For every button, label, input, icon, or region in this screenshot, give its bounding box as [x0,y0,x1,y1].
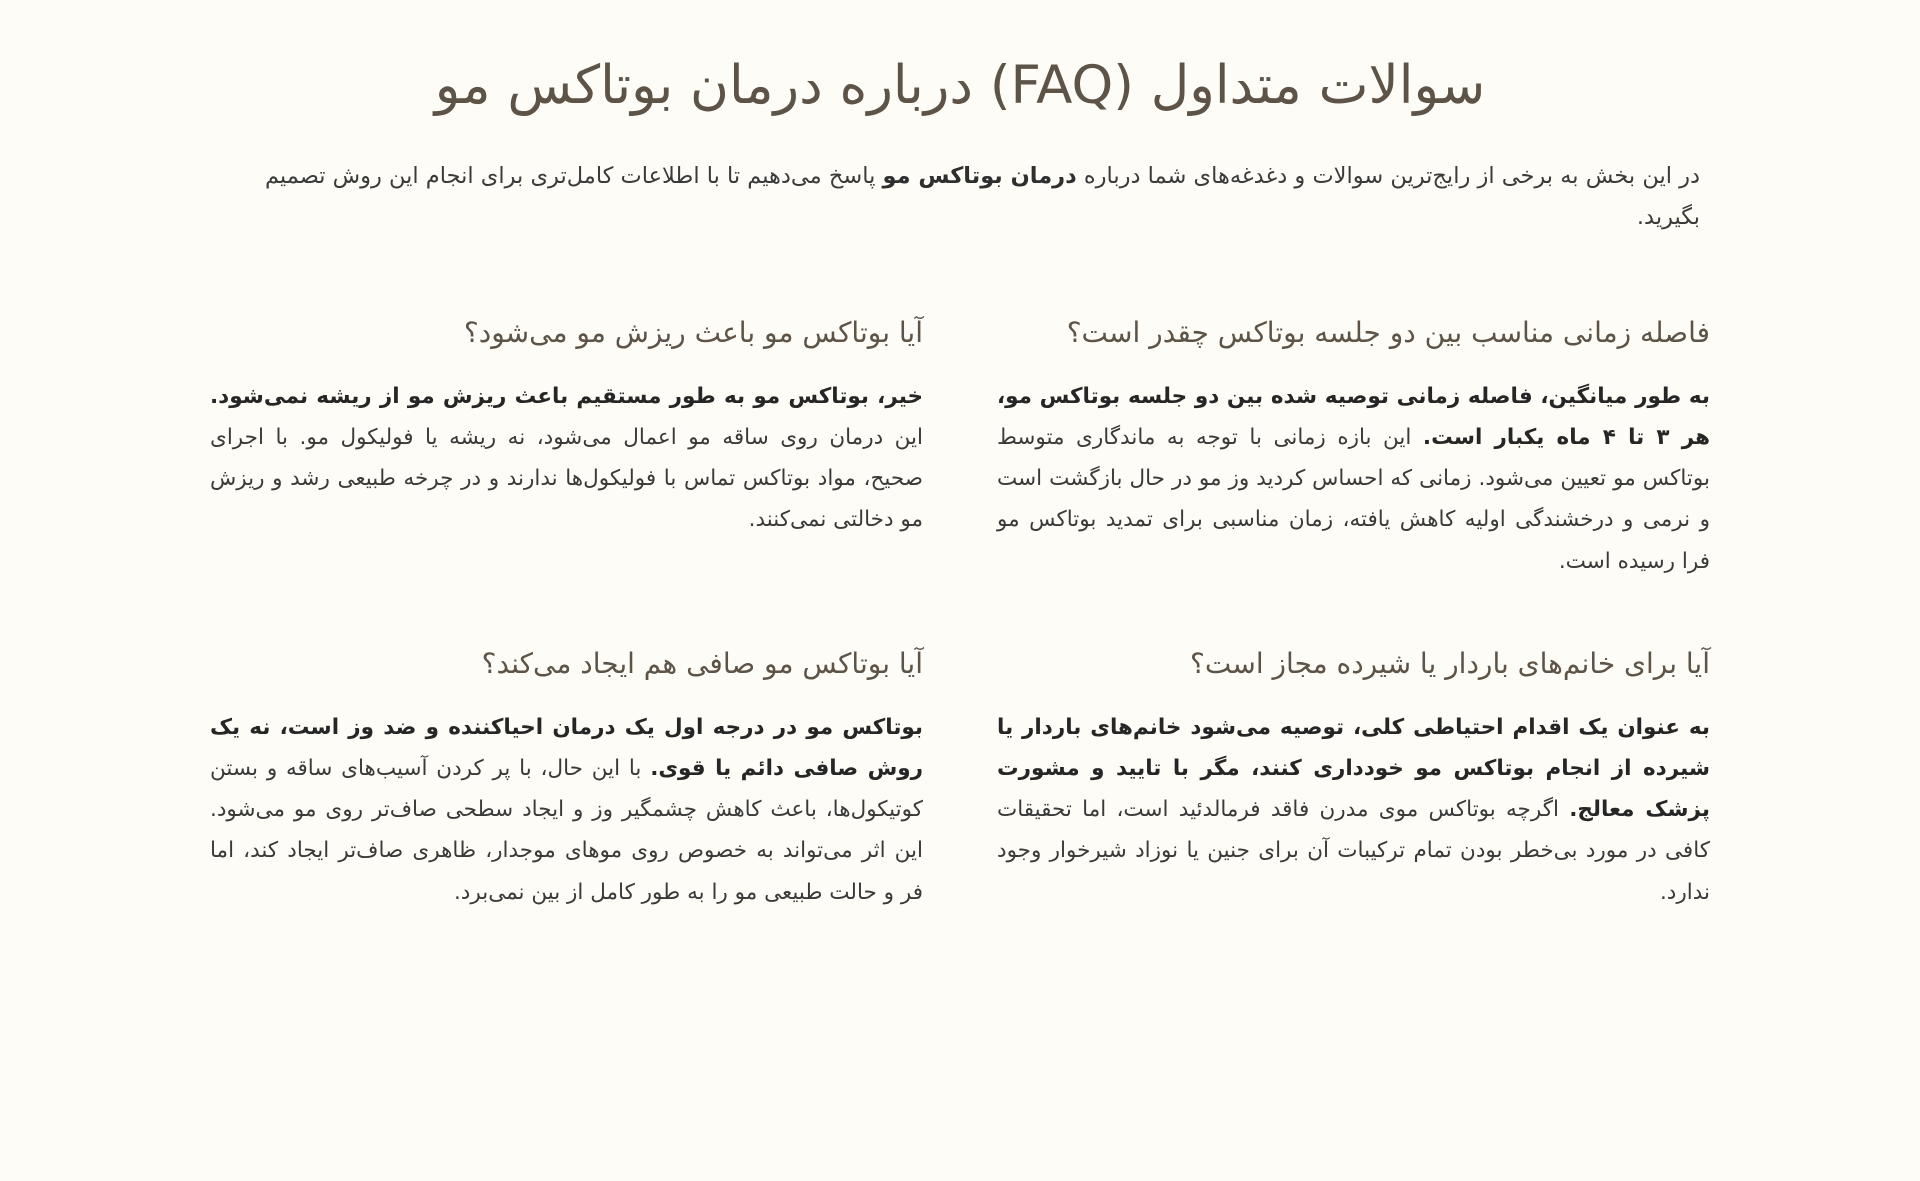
faq-answer-1-rest: این بازه زمانی با توجه به ماندگاری متوسط بوتاکس مو تعیین می‌شود. زمانی که احساس کردید وز مو در حال بازگشت است و نرمی و درخشندگی اولیه کاهش یافته، زمان مناسبی برای تمدید بوتاکس مو فرا رسیده است. [997,424,1710,574]
faq-question-4: آیا بوتاکس مو صافی هم ایجاد می‌کند؟ [481,647,923,680]
faq-item-3 [997,644,1710,913]
faq-grid [210,313,1710,913]
faq-question-3: آیا برای خانم‌های باردار یا شیرده مجاز است؟ [1190,647,1710,680]
faq-item-4 [210,644,923,913]
faq-item-2 [210,313,923,582]
faq-answer-2-lead: خیر، بوتاکس مو به طور مستقیم باعث ریزش مو از ریشه نمی‌شود. [210,383,923,409]
faq-answer-3 [997,707,1710,913]
intro-text-after: پاسخ می‌دهیم تا با اطلاعات کامل‌تری برای انجام این روش تصمیم بگیرید. [264,162,1700,231]
page-title: سوالات متداول (FAQ) درباره درمان بوتاکس مو [434,55,1486,116]
faq-answer-1 [997,376,1710,582]
intro-paragraph [210,156,1710,239]
content-container [210,0,1710,913]
faq-answer-4 [210,707,923,913]
faq-answer-1-lead: به طور میانگین، فاصله زمانی توصیه شده بین دو جلسه بوتاکس مو، هر ۳ تا ۴ ماه یکبار است. [997,383,1710,450]
intro-highlight: درمان بوتاکس مو [882,162,1077,189]
faq-question-1: فاصله زمانی مناسب بین دو جلسه بوتاکس چقدر است؟ [1066,316,1710,350]
intro-text-before: در این بخش به برخی از رایج‌ترین سوالات و دغدغه‌های شما درباره [1076,162,1700,189]
faq-answer-2 [210,376,923,541]
faq-answer-3-rest: اگرچه بوتاکس موی مدرن فاقد فرمالدئید است، اما تحقیقات کافی در مورد بی‌خطر بودن تمام ترکیبات آن برای جنین یا نوزاد شیرخوار وجود ندارد. [997,797,1710,905]
faq-answer-3-lead: به عنوان یک اقدام احتیاطی کلی، توصیه می‌شود خانم‌های باردار یا شیرده از انجام بوتاکس مو خودداری کنند، مگر با تایید و مشورت پزشک معالج. [997,714,1710,823]
faq-answer-4-lead: بوتاکس مو در درجه اول یک درمان احیاکننده و ضد وز است، نه یک روش صافی دائم یا قوی. [210,714,923,781]
faq-answer-4-rest: با این حال، با پر کردن آسیب‌های ساقه و بستن کوتیکول‌ها، باعث کاهش چشمگیر وز و ایجاد سطحی صاف‌تر روی مو می‌شود. این اثر می‌تواند به خصوص روی موهای موجدار، ظاهری صاف‌تر ایجاد کند، اما فر و حالت طبیعی مو را به طور کامل از بین نمی‌برد. [210,755,923,905]
faq-answer-2-rest: این درمان روی ساقه مو اعمال می‌شود، نه ریشه یا فولیکول مو. با اجرای صحیح، مواد بوتاکس تماس با فولیکول‌ها ندارند و در چرخه طبیعی رشد و ریزش مو دخالتی نمی‌کنند. [210,424,923,533]
faq-item-1 [997,313,1710,582]
faq-question-2: آیا بوتاکس مو باعث ریزش مو می‌شود؟ [463,316,923,350]
